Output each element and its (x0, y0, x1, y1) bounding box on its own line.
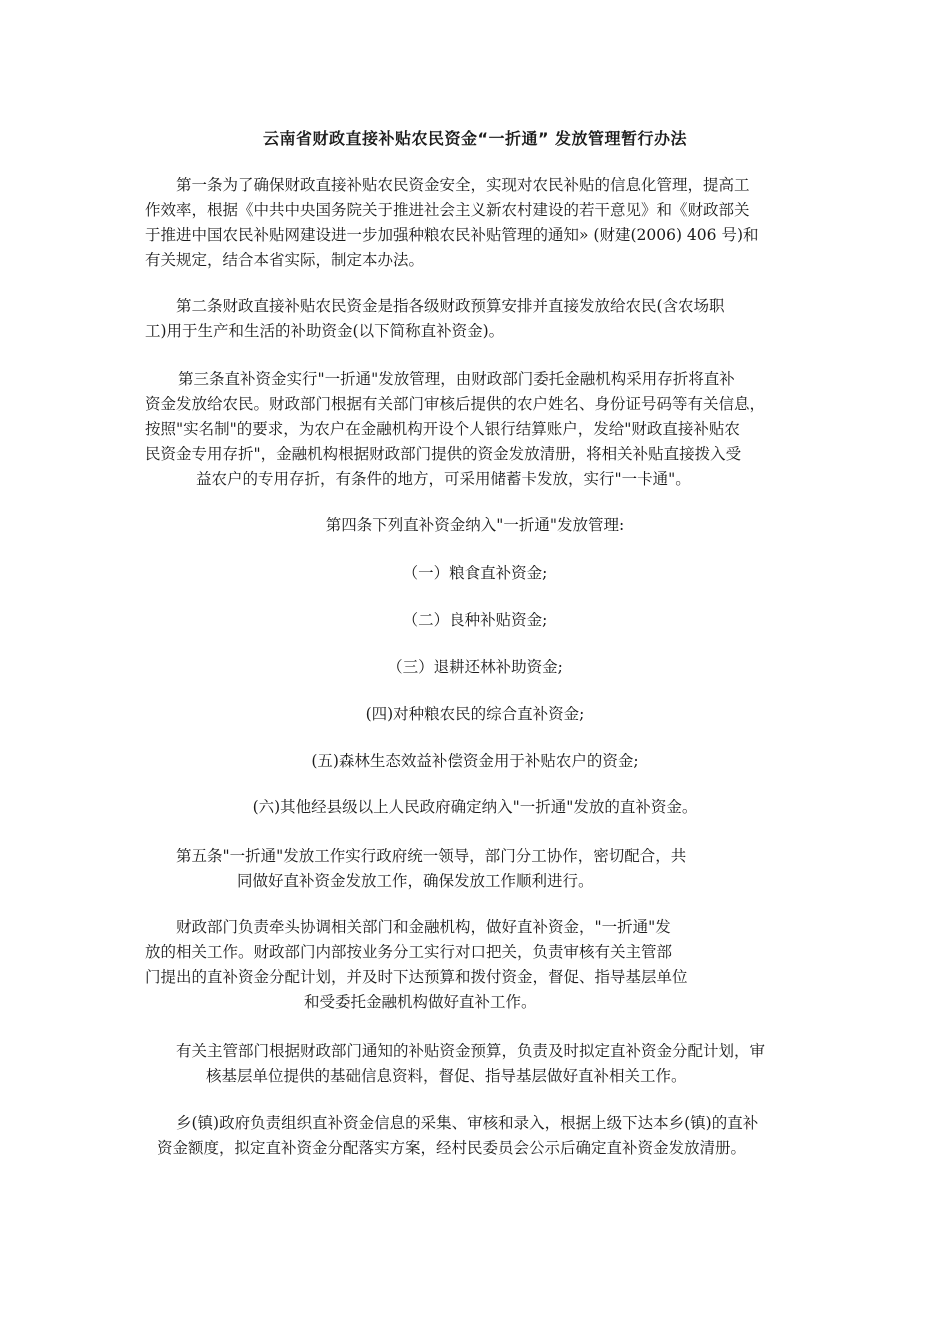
article-4-item-3: （三）退耕还林补助资金; (387, 658, 563, 676)
township-para-line-1: 乡(镇)政府负责组织直补资金信息的采集、审核和录入，根据上级下达本乡(镇)的直补 (176, 1114, 759, 1132)
document-title: 云南省财政直接补贴农民资金“一折通” 发放管理暂行办法 (262, 129, 688, 148)
article-4-intro: 第四条下列直补资金纳入"一折通"发放管理: (325, 516, 625, 534)
finance-para-line-2: 放的相关工作。财政部门内部按业务分工实行对口把关，负责审核有关主管部 (145, 943, 673, 961)
township-para-line-2: 资金额度，拟定直补资金分配落实方案，经村民委员会公示后确定直补资金发放清册。 (157, 1139, 747, 1157)
finance-para-line-1: 财政部门负责牵头协调相关部门和金融机构，做好直补资金，"一折通"发 (176, 918, 671, 936)
article-3-line-2: 资金发放给农民。财政部门根据有关部门审核后提供的农户姓名、身份证号码等有关信息， (145, 395, 766, 413)
finance-para-line-3: 门提出的直补资金分配计划，并及时下达预算和拨付资金，督促、指导基层单位 (145, 968, 688, 986)
article-4-item-5: (五)森林生态效益补偿资金用于补贴农户的资金; (311, 752, 639, 770)
article-2-line-2: 工)用于生产和生活的补助资金(以下简称直补资金)。 (145, 322, 505, 340)
article-1-line-4: 有关规定，结合本省实际，制定本办法。 (145, 251, 425, 269)
dept-para-line-2: 核基层单位提供的基础信息资料，督促、指导基层做好直补相关工作。 (206, 1067, 687, 1085)
article-3-line-5: 益农户的专用存折，有条件的地方，可采用储蓄卡发放，实行"一卡通"。 (196, 470, 691, 488)
article-5-line-2: 同做好直补资金发放工作，确保发放工作顺利进行。 (237, 872, 594, 890)
article-4-item-6: (六)其他经县级以上人民政府确定纳入"一折通"发放的直补资金。 (252, 798, 698, 816)
article-4-item-2: （二）良种补贴资金; (402, 611, 548, 629)
article-1-line-3: 于推进中国农民补贴网建设进一步加强种粮农民补贴管理的通知» (财建(2006) 406 号)和 (145, 226, 759, 244)
article-3-line-1: 第三条直补资金实行"一折通"发放管理，由财政部门委托金融机构采用存折将直补 (178, 370, 735, 388)
article-2-line-1: 第二条财政直接补贴农民资金是指各级财政预算安排并直接发放给农民(含农场职 (176, 297, 725, 315)
article-4-item-1: （一）粮食直补资金; (402, 564, 548, 582)
finance-para-line-4: 和受委托金融机构做好直补工作。 (304, 993, 537, 1011)
article-3-line-4: 民资金专用存折"，金融机构根据财政部门提供的资金发放清册，将相关补贴直接拨入受 (145, 445, 742, 463)
article-1-line-2: 作效率，根据《中共中央国务院关于推进社会主义新农村建设的若干意见》和《财政部关 (145, 201, 750, 219)
article-1-line-1: 第一条为了确保财政直接补贴农民资金安全，实现对农民补贴的信息化管理，提高工 (176, 176, 750, 194)
dept-para-line-1: 有关主管部门根据财政部门通知的补贴资金预算，负责及时拟定直补资金分配计划，审 (176, 1042, 766, 1060)
article-5-line-1: 第五条"一折通"发放工作实行政府统一领导，部门分工协作，密切配合，共 (176, 847, 687, 865)
article-4-item-4: (四)对种粮农民的综合直补资金; (365, 705, 585, 723)
article-3-line-3: 按照"实名制"的要求，为农户在金融机构开设个人银行结算账户，发给"财政直接补贴农 (145, 420, 740, 438)
